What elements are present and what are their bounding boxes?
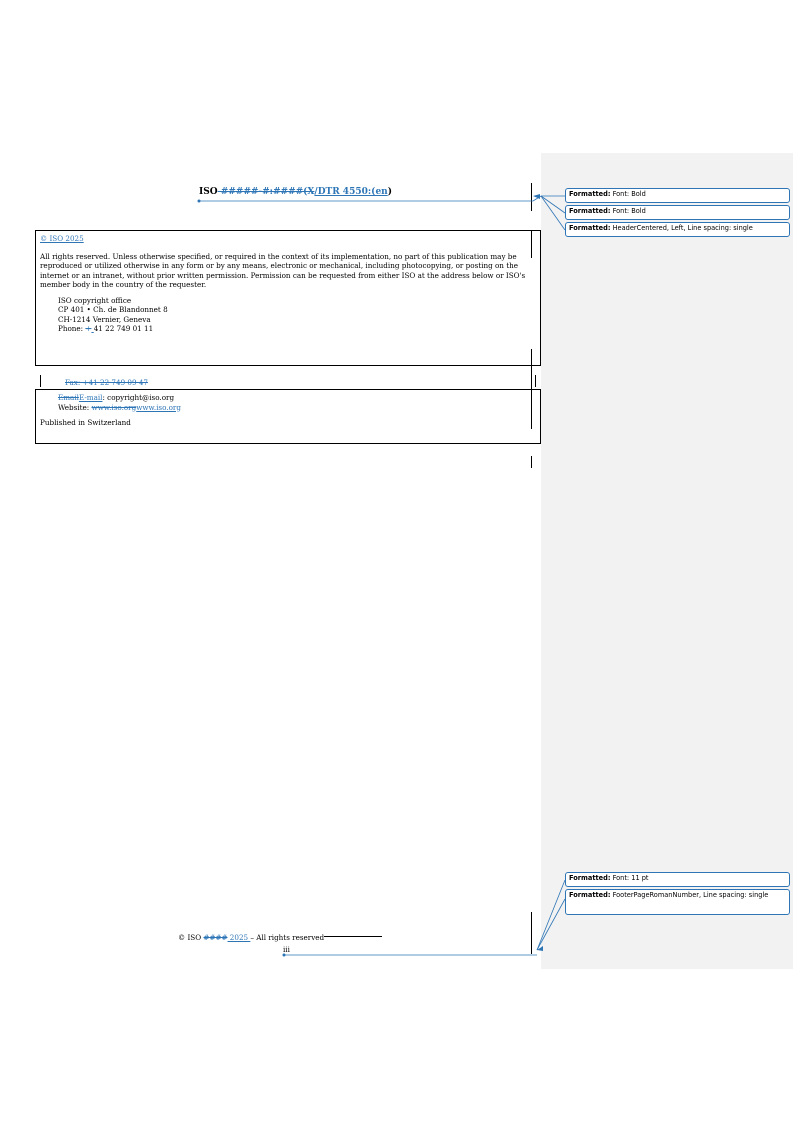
copyright-notice[interactable]: © ISO 2025 [40, 234, 84, 243]
footer-suffix: – All rights reserved [250, 933, 325, 942]
phone-label: Phone: [58, 324, 86, 333]
anchor-dot [283, 954, 286, 957]
fax-deleted-line: Fax: +41 22 749 09 47 [65, 378, 149, 387]
comment-label: Formatted: [569, 207, 611, 215]
comment-text: Font: Bold [610, 207, 646, 215]
website-deleted[interactable]: www.iso.org [91, 402, 137, 412]
comment-label: Formatted: [569, 224, 611, 232]
comment-label: Formatted: [569, 190, 611, 198]
connector-line [537, 899, 565, 950]
page-number: iii [283, 945, 290, 954]
footer-inserted: 2025 [227, 933, 251, 942]
address-line-1: CP 401 • Ch. de Blandonnet 8 [58, 305, 168, 314]
connector-line [541, 196, 565, 213]
comment-label: Formatted: [569, 891, 611, 899]
connector-line [541, 196, 565, 230]
address-line-2: CH-1214 Vernier, Geneva [58, 314, 151, 324]
phone-deleted: + [85, 324, 92, 333]
email-value: : copyright@iso.org [102, 393, 175, 402]
phone-number: 41 22 749 01 11 [93, 324, 154, 333]
footer-prefix: © ISO [178, 933, 204, 942]
comment-text: HeaderCentered, Left, Line spacing: single [610, 224, 753, 232]
website-inserted[interactable]: www.iso.org [136, 402, 181, 412]
header-inserted-text: /DTR 4550:(en [314, 187, 388, 197]
comment-text: FooterPageRomanNumber, Line spacing: single [610, 891, 769, 899]
office-name: ISO copyright office [58, 295, 132, 305]
email-deleted: Email [58, 393, 79, 402]
footer-deleted: #### [203, 933, 228, 942]
comment-label: Formatted: [569, 874, 611, 882]
website-label: Website: [58, 402, 92, 412]
rights-statement: All rights reserved. Unless otherwise specified, or required in the context of its implementation, no part of this publication may be reproduced or utilized otherwise in any form or by any means, electronic or mechanical, including photocopying, or posting on the internet or an intranet, without prior written permission. Permission can be requested from either ISO at the address below or ISO's member body in the country of the requester. [40, 251, 526, 289]
comment-text: Font: Bold [610, 190, 646, 198]
anchor-dot [198, 200, 201, 203]
header-close: ) [387, 187, 392, 197]
connector-arrow [533, 194, 540, 199]
email-inserted: E-mail [78, 393, 103, 402]
header-iso: ISO [199, 187, 218, 197]
connector-line [537, 880, 565, 950]
header-deleted-text: #####-#:####(X [217, 187, 315, 197]
comment-text: Font: 11 pt [610, 874, 649, 882]
published-line: Published in Switzerland [40, 418, 131, 427]
